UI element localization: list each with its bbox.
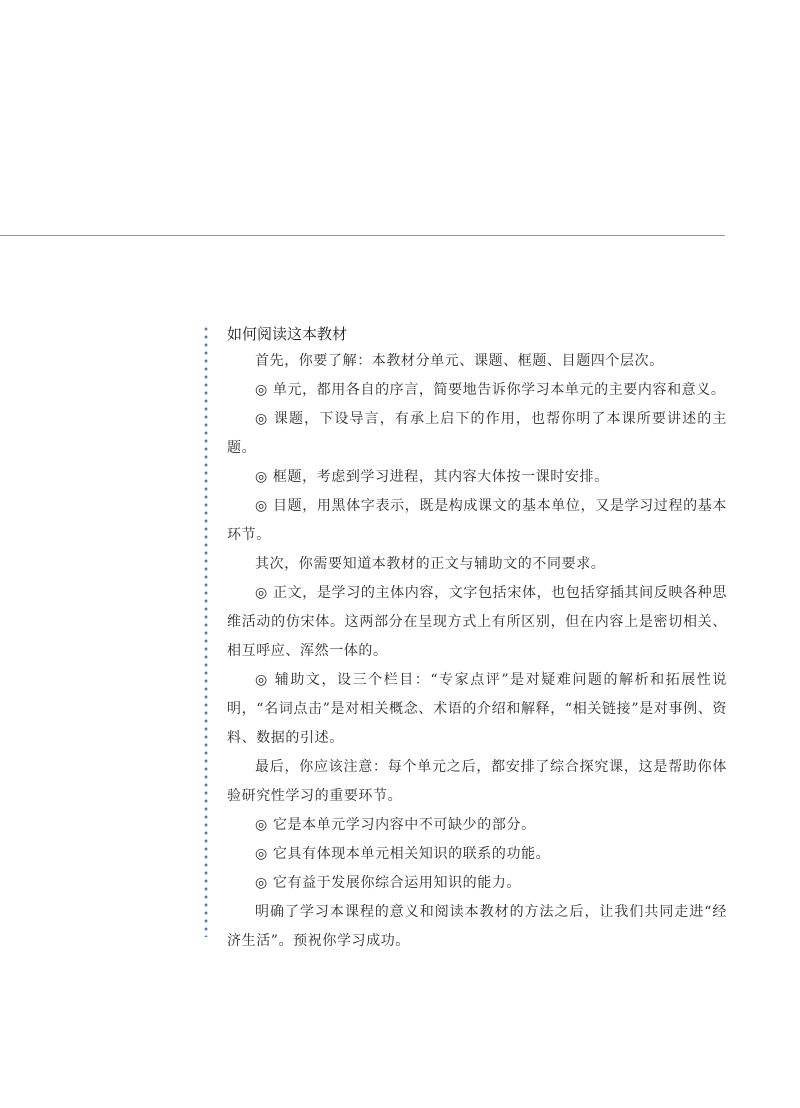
paragraph-lesson: ◎ 课题，下设导言，有承上启下的作用，也帮你明了本课所要讲述的主题。 [227,411,727,456]
paragraph-closing: 明确了学习本课程的意义和阅读本教材的方法之后，让我们共同走进“经济生活”。预祝你学习成功。 [227,904,727,949]
paragraph-inquiry-connection: ◎ 它具有体现本单元相关知识的联系的功能。 [255,846,551,862]
header-rule [0,235,725,236]
paragraph-main-text: ◎ 正文，是学习的主体内容，文字包括宋体，也包括穿插其间反映各种思维活动的仿宋体。这两部分在呈现方式上有所区别，但在内容上是密切相关、相互呼应、浑然一体的。 [227,585,727,659]
paragraph-auxiliary-text: ◎ 辅助文，设三个栏目：“专家点评”是对疑难问题的解析和拓展性说明，“名词点击”是对相关概念、术语的介绍和解释，“相关链接”是对事例、资料、数据的引述。 [227,672,727,746]
paragraph-inquiry-part: ◎ 它是本单元学习内容中不可缺少的部分。 [255,817,536,833]
paragraph-inquiry-intro: 最后，你应该注意：每个单元之后，都安排了综合探究课，这是帮助你体验研究性学习的重要环节。 [227,759,727,804]
paragraph-inquiry-ability: ◎ 它有益于发展你综合运用知识的能力。 [255,875,522,891]
section-heading: 如何阅读这本教材 [227,325,348,343]
dotted-margin-line [204,325,208,937]
paragraph-text-types-intro: 其次，你需要知道本教材的正文与辅助文的不同要求。 [255,556,606,572]
reading-guide [227,321,727,956]
paragraph-subtopic: ◎ 目题，用黑体字表示，既是构成课文的基本单位，又是学习过程的基本环节。 [227,498,727,543]
paragraph-levels-intro: 首先，你要了解：本教材分单元、课题、框题、目题四个层次。 [255,353,664,369]
paragraph-frame: ◎ 框题，考虑到学习进程，其内容大体按一课时安排。 [255,469,609,485]
paragraph-unit: ◎ 单元，都用各自的序言，简要地告诉你学习本单元的主要内容和意义。 [255,382,726,398]
